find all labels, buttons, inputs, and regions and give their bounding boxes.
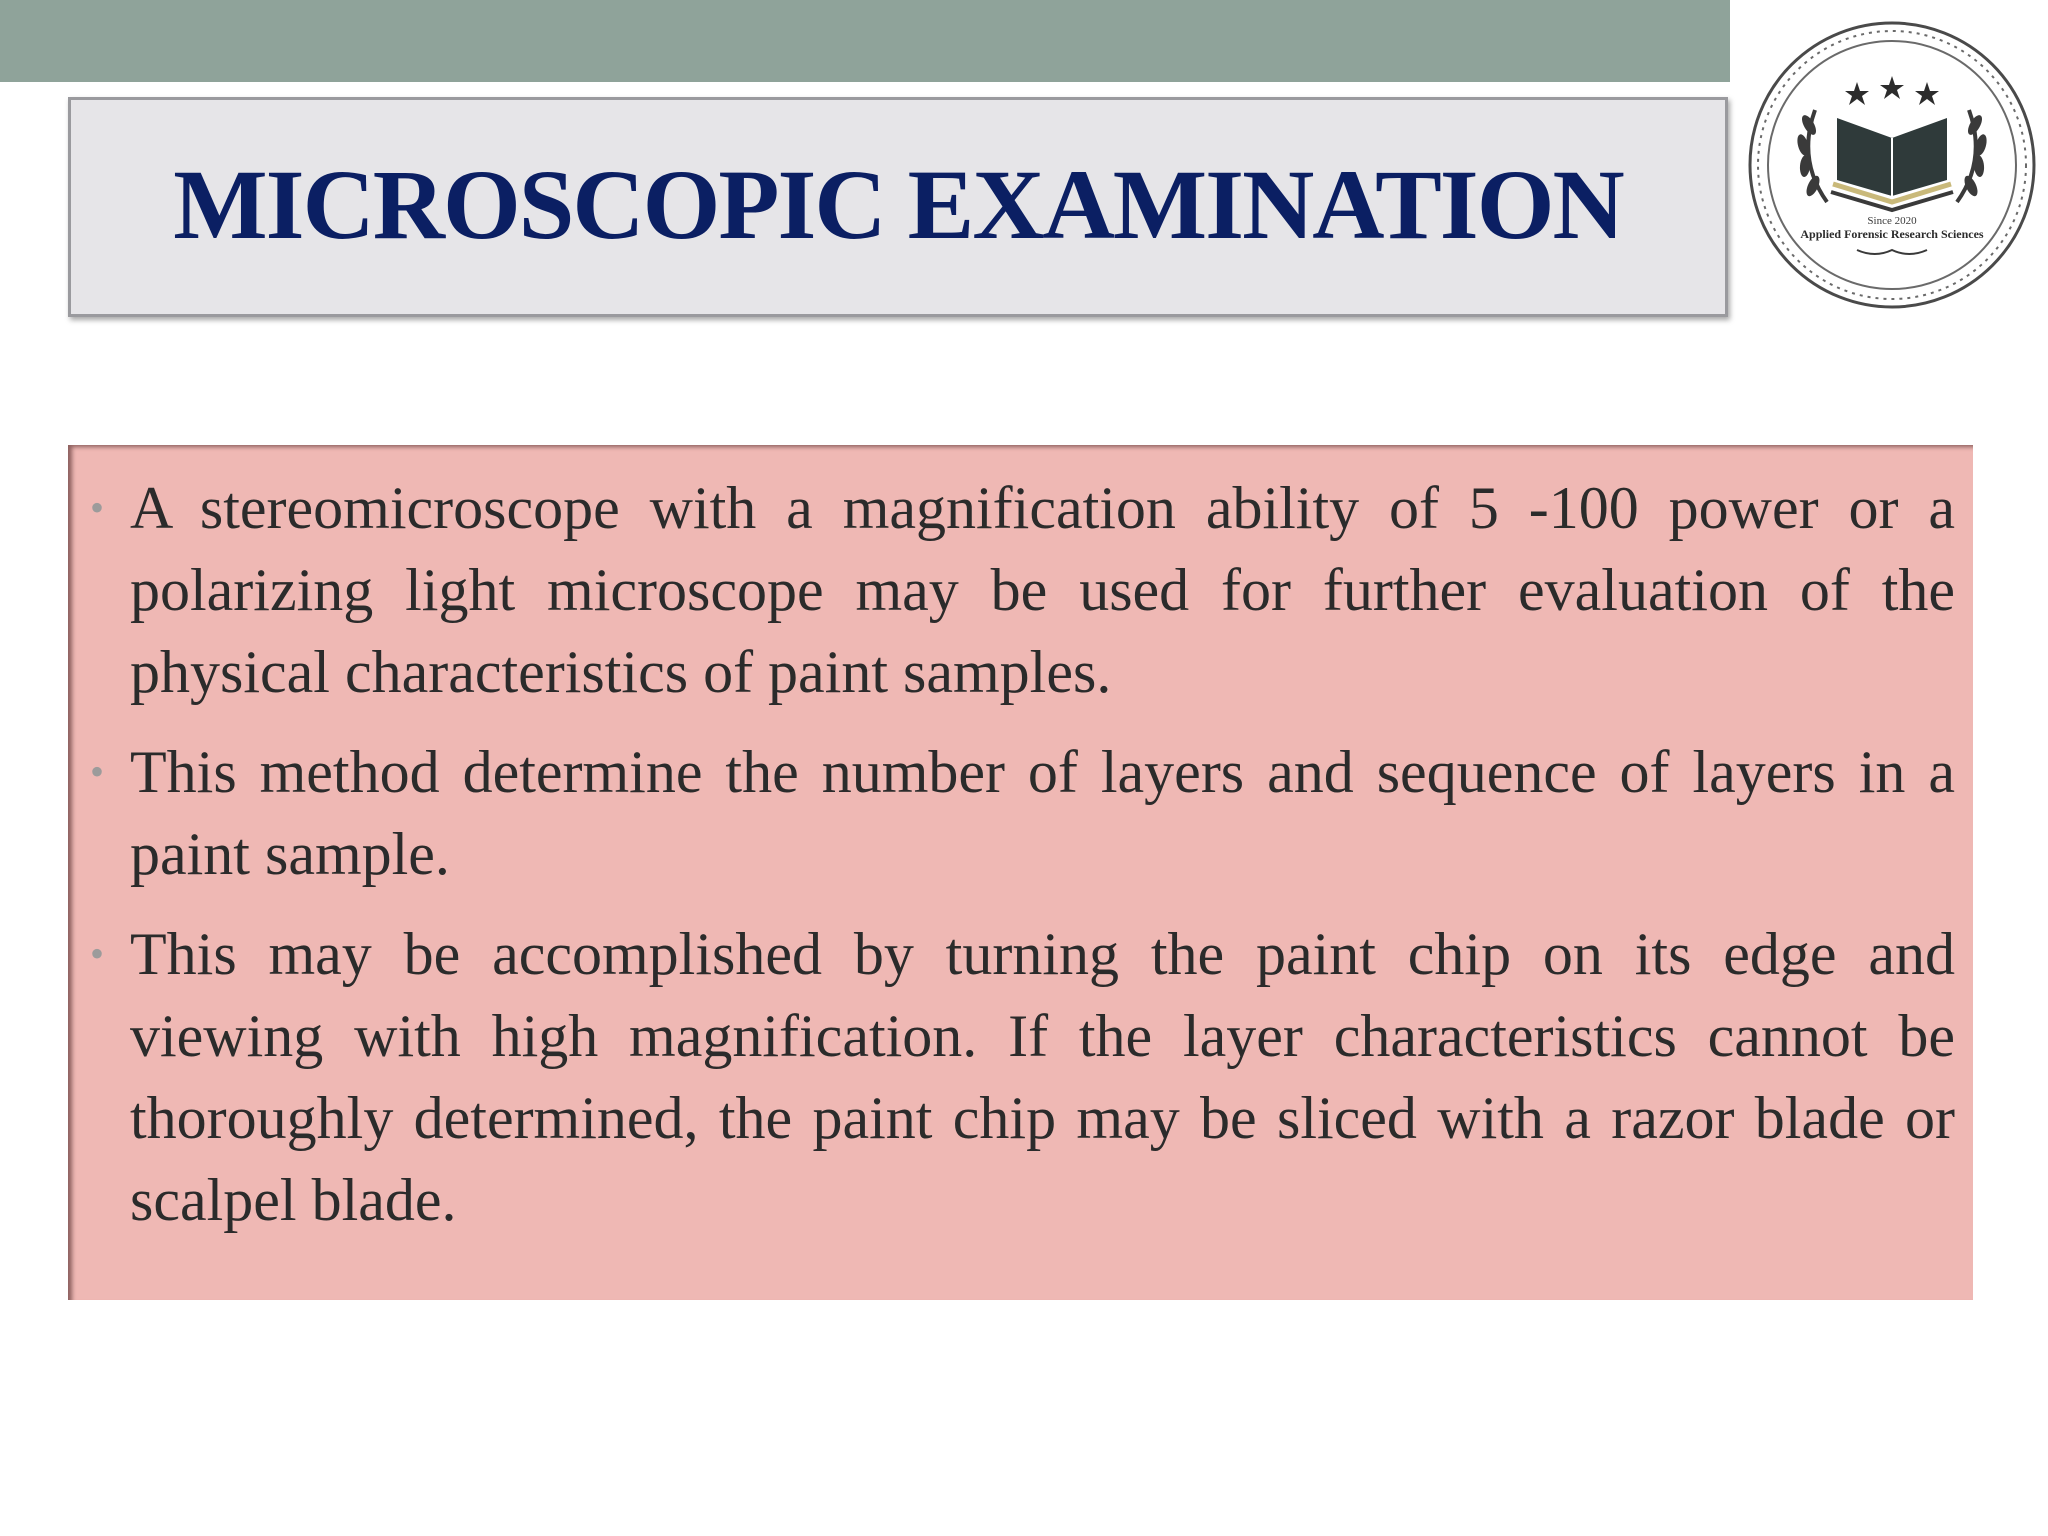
bullet-text: This method determine the number of layers and sequence of layers in a paint sample.: [130, 739, 1955, 887]
bullet-item: [90, 913, 1955, 1241]
bullet-dot-icon: •: [90, 931, 105, 976]
slide-title: MICROSCOPIC EXAMINATION: [173, 148, 1623, 260]
title-box: [68, 97, 1728, 317]
bullet-text: This may be accomplished by turning the paint chip on its edge and viewing with high magnification. If the layer characteristics cannot be thoroughly determined, the paint chip may be sliced with a razor blade or scalpel blade.: [130, 921, 1955, 1233]
seal-icon: [1745, 20, 2040, 310]
bullet-dot-icon: •: [90, 485, 105, 530]
top-accent-band: [0, 0, 1730, 82]
bullet-item: [90, 731, 1955, 895]
seal-org-text: Applied Forensic Research Sciences: [1800, 227, 1984, 241]
seal-since-text: Since 2020: [1867, 215, 1917, 227]
bullet-list: [90, 467, 1955, 1259]
organization-logo: [1745, 20, 2040, 310]
content-box: [68, 445, 1973, 1300]
bullet-text: A stereomicroscope with a magnification ability of 5 -100 power or a polarizing light microscope may be used for further evaluation of the physical characteristics of paint samples.: [130, 475, 1955, 705]
bullet-dot-icon: •: [90, 749, 105, 794]
bullet-item: [90, 467, 1955, 713]
